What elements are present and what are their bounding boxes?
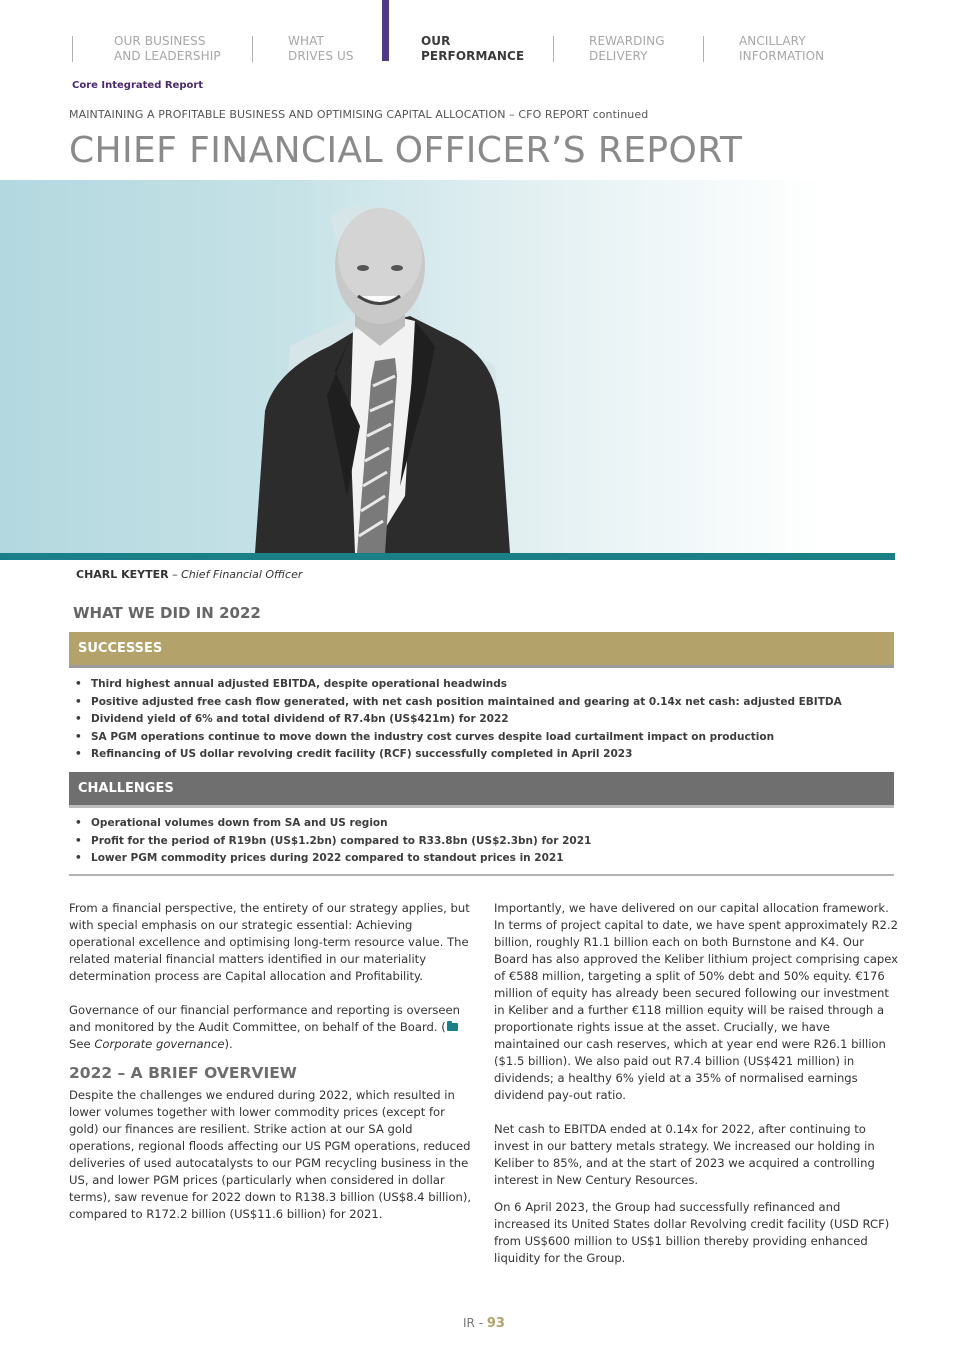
page-number: 93 [486, 1316, 505, 1331]
body-column-left [69, 900, 474, 1240]
portrait-caption [76, 568, 302, 581]
success-item: • Positive adjusted free cash flow generated, with net cash position maintained and gearing at 0.14x net cash: adjusted EBITDA [75, 694, 842, 712]
challenge-item: • Profit for the period of R19bn (US$1.2bn) compared to R33.8bn (US$2.3bn) for 2021 [75, 833, 591, 851]
challenges-list [75, 815, 591, 868]
footer-prefix: IR - [463, 1316, 487, 1330]
link-paren: ( [441, 1020, 446, 1034]
hero-banner [0, 180, 895, 560]
hero-accent-bar [0, 553, 895, 560]
overview-heading: 2022 – A BRIEF OVERVIEW [69, 1064, 297, 1082]
link-text: Corporate governance [94, 1037, 225, 1051]
paragraph: Importantly, we have delivered on our capital allocation framework. In terms of project capital to date, we have spent approximately R2.2 billion, roughly R1.1 billion each on both Burnstone and K4. Our Board has also approved the Keliber lithium project comprising capex of €588 million, targeting a split of 50% debt and 50% equity. €176 million of equity has already been secured following our investment in Keliber and a further €118 million equity will be raised through a proportionate rights issue at the asset. Crucially, we have maintained our cash reserves, which at year end were R26.1 billion ($1.5 billion). We also paid out R7.4 billion (US$421 million) in dividends; a healthy 6% yield at a 35% of normalised earnings dividend pay-out ratio. [494, 901, 899, 1102]
success-item: • Dividend yield of 6% and total dividend of R7.4bn (US$421m) for 2022 [75, 711, 842, 729]
successes-label: SUCCESSES [78, 641, 163, 656]
nav-item-our-business[interactable] [114, 34, 221, 64]
caption-role: Chief Financial Officer [181, 568, 303, 581]
nav-divider [252, 36, 253, 62]
successes-list [75, 676, 842, 764]
nav-item-what-drives-us[interactable] [288, 34, 354, 64]
nav-divider [72, 36, 73, 62]
nav-divider [703, 36, 704, 62]
nav-active-indicator [382, 0, 389, 61]
nav-item-label: AND LEADERSHIP [114, 49, 221, 63]
paragraph-governance [69, 1002, 474, 1053]
successes-band [69, 632, 894, 668]
report-type-label: Core Integrated Report [72, 80, 204, 91]
page-footer [463, 1316, 505, 1331]
nav-item-label: DRIVES US [288, 49, 354, 63]
nav-item-label: DELIVERY [589, 49, 648, 63]
challenges-band [69, 772, 894, 808]
nav-item-our-performance[interactable] [421, 34, 524, 64]
caption-separator: – [168, 568, 182, 581]
success-item: • Third highest annual adjusted EBITDA, despite operational headwinds [75, 676, 842, 694]
challenge-item: • Lower PGM commodity prices during 2022 compared to standout prices in 2021 [75, 850, 591, 868]
nav-item-label: OUR [421, 34, 451, 48]
nav-item-label: PERFORMANCE [421, 49, 525, 63]
success-item: • Refinancing of US dollar revolving credit facility (RCF) successfully completed in April 2023 [75, 746, 842, 764]
link-see-label: See [69, 1037, 95, 1051]
nav-item-ancillary-information[interactable] [739, 34, 824, 64]
body-column-right [494, 900, 899, 1284]
nav-item-label: OUR BUSINESS [114, 34, 206, 48]
link-paren: ). [224, 1037, 233, 1051]
challenge-item: • Operational volumes down from SA and US region [75, 815, 591, 833]
caption-name: CHARL KEYTER [76, 568, 169, 581]
paragraph-text: Governance of our financial performance and reporting is overseen and monitored by the Audit Committee, on behalf of the Board. [69, 1003, 460, 1034]
what-we-did-heading: WHAT WE DID IN 2022 [73, 604, 261, 622]
challenges-label: CHALLENGES [78, 781, 174, 796]
section-divider [69, 874, 894, 876]
nav-item-label: REWARDING [589, 34, 665, 48]
page-title: CHIEF FINANCIAL OFFICER’S REPORT [69, 130, 743, 171]
nav-divider [553, 36, 554, 62]
paragraph: From a financial perspective, the entirety of our strategy applies, but with special emphasis on our strategic essential: Achieving operational excellence and optimising long-term resource value. The related material financial matters identified in our materiality determination process are Capital allocation and Profitability. [69, 901, 470, 983]
paragraph: On 6 April 2023, the Group had successfully refinanced and increased its United States dollar Revolving credit facility (USD RCF) from US$600 million to US$1 billion thereby providing enhanced liquidity for the Group. [494, 1200, 890, 1265]
nav-item-label: WHAT [288, 34, 324, 48]
nav-item-rewarding-delivery[interactable] [589, 34, 665, 64]
section-navigation [0, 0, 965, 70]
cfo-portrait-photo [235, 196, 545, 553]
nav-item-label: INFORMATION [739, 49, 825, 63]
folder-icon [447, 1023, 458, 1031]
paragraph: Despite the challenges we endured during 2022, which resulted in lower volumes together with lower commodity prices (except for gold) our finances are resilient. Strike action at our SA gold operations, regional floods affecting our US PGM operations, reduced deliveries of used autocatalysts to our PGM recycling business in the US, and lower PGM prices (particularly when considered in dollar terms), saw revenue for 2022 down to R138.3 billion (US$8.4 billion), compared to R172.2 billion (US$11.6 billion) for 2021. [69, 1088, 472, 1221]
paragraph: Net cash to EBITDA ended at 0.14x for 2022, after continuing to invest in our battery metals strategy. We increased our holding in Keliber to 85%, and at the start of 2023 we acquired a controlling interest in New Century Resources. [494, 1122, 875, 1187]
nav-item-label: ANCILLARY [739, 34, 806, 48]
section-kicker: MAINTAINING A PROFITABLE BUSINESS AND OPTIMISING CAPITAL ALLOCATION – CFO REPORT continued [69, 108, 649, 121]
success-item: • SA PGM operations continue to move down the industry cost curves despite load curtailment impact on production [75, 729, 842, 747]
